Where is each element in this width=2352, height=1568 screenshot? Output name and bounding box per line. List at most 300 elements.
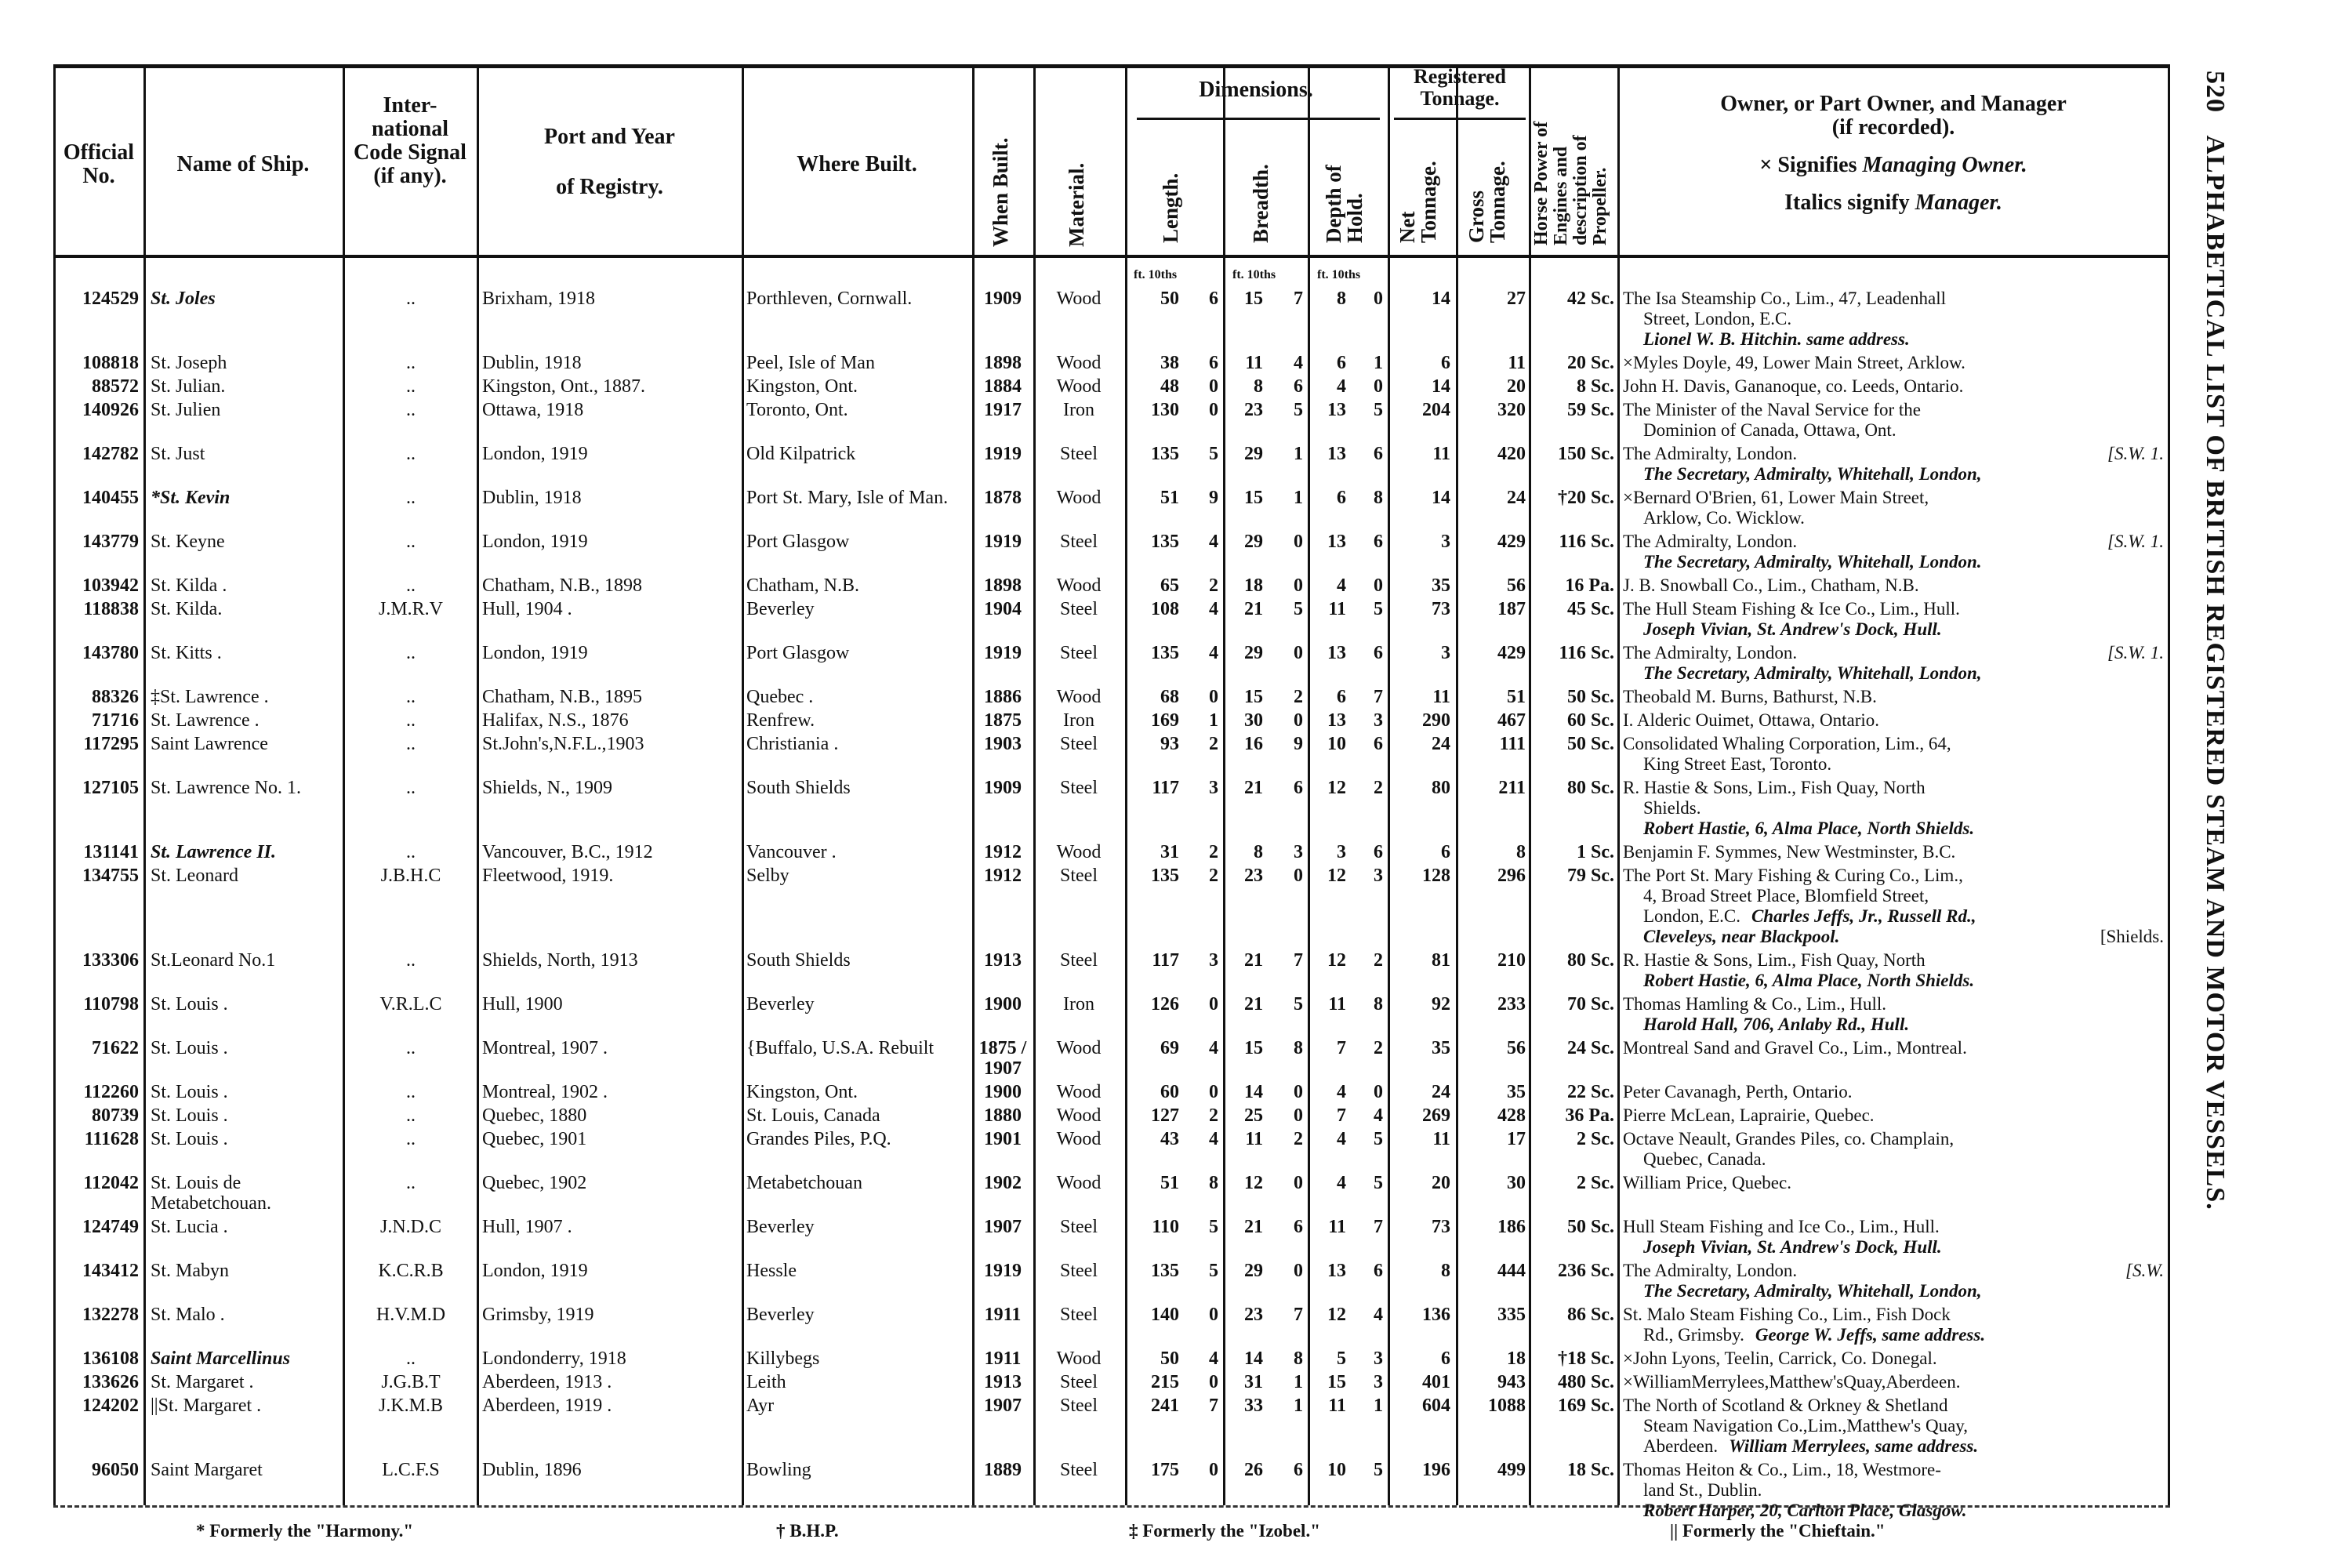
header-gross-tonnage: Gross Tonnage. [1465,161,1509,243]
code-signal: .. [406,1173,416,1193]
owner-text: Dominion of Canada, Ottawa, Ont. [1643,420,1896,440]
material: Steel [1060,1460,1098,1480]
manager-text: Joseph Vivian, St. Andrew's Dock, Hull. [1643,1237,1942,1257]
length-tenths: 7 [1209,1396,1218,1416]
depth-feet: 10 [1327,734,1346,754]
owner-text: The Port St. Mary Fishing & Curing Co., Lim., [1623,866,1963,885]
net-tonnage: 604 [1422,1396,1450,1416]
footnote-harmony: * Formerly the "Harmony." [196,1521,414,1541]
owner-postal-district: [S.W. [2125,1261,2164,1280]
header-owner-note1-italic: Managing Owner. [1862,153,2027,177]
code-signal: V.R.L.C [379,994,442,1014]
material: Steel [1060,532,1098,552]
owner-entry [1623,1105,2164,1126]
code-signal: .. [406,289,416,309]
material: Steel [1060,1372,1098,1392]
owner-text: ×Myles Doyle, 49, Lower Main Street, Arklow. [1623,353,1965,372]
length-tenths: 6 [1209,289,1218,309]
owner-text: 4, Broad Street Place, Blomfield Street, [1643,886,1929,906]
owner-text: The North of Scotland & Orkney & Shetland [1623,1396,1948,1415]
breadth-tenths: 6 [1294,1217,1303,1237]
horse-power: 79 Sc. [1567,866,1614,886]
official-number: 142782 [82,444,139,464]
manager-inline: Charles Jeffs, Jr., Russell Rd., [1751,906,1976,926]
horse-power: 116 Sc. [1559,643,1614,663]
code-signal: .. [406,400,416,420]
owner-postal-district: [S.W. 1. [2107,444,2164,463]
breadth-feet: 25 [1244,1105,1263,1126]
when-built: 1912 [984,842,1022,862]
length-tenths: 4 [1209,1348,1218,1369]
length-feet: 48 [1160,376,1179,397]
ship-name: St. Margaret . [151,1372,254,1392]
port-of-registry: Quebec, 1901 [482,1129,587,1149]
ship-name: St. Kitts . [151,643,222,663]
horse-power: 8 Sc. [1577,376,1614,397]
depth-feet: 4 [1337,1173,1346,1193]
ship-name: St. Joseph [151,353,227,373]
net-tonnage: 24 [1432,734,1450,754]
depth-feet: 10 [1327,1460,1346,1480]
when-built: 1911 [984,1305,1022,1325]
tonnage-rule [1394,118,1526,120]
when-built: 1902 [984,1173,1022,1193]
ship-name: ||St. Margaret . [151,1396,262,1416]
when-built: 1909 [984,289,1022,309]
length-feet: 108 [1151,599,1179,619]
owner-entry [1623,400,2164,441]
breadth-tenths: 9 [1294,734,1303,754]
horse-power: 1 Sc. [1577,842,1614,862]
where-built: Port Glasgow [746,532,850,552]
length-tenths: 8 [1209,1173,1218,1193]
manager-text: The Secretary, Admiralty, Whitehall, London, [1643,464,1982,484]
owner-text: R. Hastie & Sons, Lim., Fish Quay, North [1623,950,1926,970]
manager-text: The Secretary, Admiralty, Whitehall, London, [1643,663,1982,683]
horse-power: 18 Sc. [1567,1460,1614,1480]
manager-line [1623,971,2164,991]
gross-tonnage: 429 [1497,643,1526,663]
horse-power: 50 Sc. [1567,1217,1614,1237]
net-tonnage: 3 [1441,643,1450,663]
official-number: 110798 [83,994,139,1014]
depth-tenths: 1 [1374,353,1383,373]
header-rule [53,255,2170,258]
material: Iron [1063,400,1094,420]
breadth-tenths: 0 [1294,1082,1303,1102]
net-tonnage: 204 [1422,400,1450,420]
length-tenths: 0 [1209,1460,1218,1480]
depth-tenths: 5 [1374,1129,1383,1149]
header-owner-note2-italic: Manager. [1915,191,2002,215]
length-feet: 110 [1152,1217,1179,1237]
length-feet: 50 [1160,289,1179,309]
length-tenths: 0 [1209,400,1218,420]
where-built: {Buffalo, U.S.A. Rebuilt [746,1038,935,1058]
owner-line [1623,866,2164,886]
owner-line [1623,1480,2164,1501]
where-built: Bowling [746,1460,811,1480]
port-of-registry: Fleetwood, 1919. [482,866,614,886]
depth-tenths: 4 [1374,1105,1383,1126]
manager-line [1623,329,2164,350]
horse-power: 24 Sc. [1567,1038,1614,1058]
breadth-tenths: 0 [1294,575,1303,596]
code-signal: J.B.H.C [380,866,441,886]
when-built: 1904 [984,599,1022,619]
material: Steel [1060,444,1098,464]
ship-name: St. Louis . [151,1082,228,1102]
owner-line [1623,444,2164,464]
manager-inline: George W. Jeffs, same address. [1755,1325,1986,1345]
depth-tenths: 5 [1374,1460,1383,1480]
material: Wood [1056,1038,1102,1058]
owner-entry [1623,376,2164,397]
gross-tonnage: 211 [1498,778,1526,798]
owner-text: Shields. [1643,798,1701,818]
owner-entry [1623,1082,2164,1102]
breadth-tenths: 0 [1294,1105,1303,1126]
official-number: 131141 [83,842,139,862]
owner-line [1623,906,2164,927]
depth-tenths: 0 [1374,376,1383,397]
owner-text: The Admiralty, London. [1623,1261,1798,1280]
owner-text: Thomas Heiton & Co., Lim., 18, Westmore- [1623,1460,1941,1479]
when-built: 1919 [984,643,1022,663]
official-number: 111628 [84,1129,139,1149]
port-of-registry: Quebec, 1902 [482,1173,587,1193]
manager-text: The Secretary, Admiralty, Whitehall, London, [1643,1281,1982,1301]
length-tenths: 4 [1209,532,1218,552]
horse-power: 80 Sc. [1567,950,1614,971]
length-feet: 43 [1160,1129,1179,1149]
port-of-registry: Quebec, 1880 [482,1105,587,1126]
unit-label-length: ft. 10ths [1134,268,1178,281]
ship-name: St. Keyne [151,532,225,552]
official-number: 117295 [83,734,139,754]
length-feet: 68 [1160,687,1179,707]
length-feet: 117 [1152,778,1179,798]
material: Wood [1056,488,1102,508]
unit-label-breadth: ft. 10ths [1232,268,1276,281]
breadth-feet: 8 [1254,842,1263,862]
length-tenths: 5 [1209,1261,1218,1281]
owner-text: ×John Lyons, Teelin, Carrick, Co. Donegal. [1623,1348,1937,1368]
owner-text: William Price, Quebec. [1623,1173,1791,1192]
where-built: Selby [746,866,789,886]
horse-power: 50 Sc. [1567,687,1614,707]
ship-name: St. Mabyn [151,1261,230,1281]
owner-text: The Isa Steamship Co., Lim., 47, Leadenhall [1623,289,1946,308]
owner-line [1623,798,2164,818]
owner-entry [1623,866,2164,947]
breadth-tenths: 5 [1294,599,1303,619]
manager-line [1623,1501,2164,1521]
owner-line [1623,353,2164,373]
manager-line [1623,927,2164,947]
where-built: Beverley [746,1305,815,1325]
manager-text: The Secretary, Admiralty, Whitehall, London. [1643,552,1982,572]
official-number: 132278 [82,1305,139,1325]
net-tonnage: 73 [1432,1217,1450,1237]
length-tenths: 4 [1209,643,1218,663]
manager-line [1623,1237,2164,1258]
owner-entry [1623,734,2164,775]
owner-text: ×Bernard O'Brien, 61, Lower Main Street, [1623,488,1929,507]
depth-tenths: 0 [1374,575,1383,596]
material: Wood [1056,687,1102,707]
owner-postal-district: [S.W. 1. [2107,532,2164,551]
owner-text: Thomas Hamling & Co., Lim., Hull. [1623,994,1887,1014]
horse-power: 36 Pa. [1565,1105,1614,1126]
owner-entry [1623,1173,2164,1214]
owner-line [1623,778,2164,798]
where-built: Quebec . [746,687,814,707]
where-built: Beverley [746,994,815,1014]
breadth-feet: 21 [1244,1217,1263,1237]
owner-text: The Admiralty, London. [1623,643,1798,662]
ship-name: St. Lawrence No. 1. [151,778,301,798]
ship-name: St. Kilda. [151,599,223,619]
official-number: 143780 [82,643,139,663]
owner-text: land St., Dublin. [1643,1480,1762,1500]
gross-tonnage: 428 [1497,1105,1526,1126]
length-tenths: 3 [1209,778,1218,798]
net-tonnage: 8 [1441,1261,1450,1281]
owner-line [1623,1129,2164,1149]
material: Steel [1060,950,1098,971]
dimensions-rule [1137,118,1380,120]
official-number: 88572 [92,376,139,397]
horse-power: 86 Sc. [1567,1305,1614,1325]
length-feet: 175 [1151,1460,1179,1480]
depth-tenths: 6 [1374,734,1383,754]
port-of-registry: London, 1919 [482,1261,588,1281]
length-tenths: 0 [1209,687,1218,707]
code-signal: .. [406,444,416,464]
length-feet: 69 [1160,1038,1179,1058]
depth-feet: 13 [1327,710,1346,731]
length-tenths: 5 [1209,1217,1218,1237]
where-built: Metabetchouan [746,1173,862,1193]
official-number: 71622 [92,1038,139,1058]
material: Steel [1060,643,1098,663]
owner-line [1623,289,2164,309]
when-built: 1919 [984,1261,1022,1281]
owner-text: Steam Navigation Co.,Lim.,Matthew's Quay, [1643,1416,1969,1436]
horse-power: 236 Sc. [1558,1261,1614,1281]
when-built: 1917 [984,400,1022,420]
official-number: 143412 [82,1261,139,1281]
where-built: Vancouver . [746,842,837,862]
horse-power: 80 Sc. [1567,778,1614,798]
owner-text: Montreal Sand and Gravel Co., Lim., Montreal. [1623,1038,1967,1058]
gross-tonnage: 24 [1507,488,1526,508]
port-of-registry: Montreal, 1907 . [482,1038,608,1058]
length-feet: 169 [1151,710,1179,731]
col-divider [143,64,146,1505]
owner-entry [1623,994,2164,1035]
owner-text: Rd., Grimsby. [1643,1325,1744,1345]
where-built: Kingston, Ont. [746,1082,858,1102]
when-built: 1898 [984,353,1022,373]
col-divider [1456,64,1458,1505]
owner-entry [1623,1129,2164,1170]
breadth-feet: 33 [1244,1396,1263,1416]
material: Wood [1056,842,1102,862]
net-tonnage: 92 [1432,994,1450,1014]
port-of-registry: Halifax, N.S., 1876 [482,710,629,731]
owner-text: St. Malo Steam Fishing Co., Lim., Fish Dock [1623,1305,1951,1324]
depth-feet: 6 [1337,687,1346,707]
depth-feet: 13 [1327,400,1346,420]
breadth-tenths: 3 [1294,842,1303,862]
owner-entry [1623,1305,2164,1345]
length-feet: 135 [1151,532,1179,552]
depth-tenths: 8 [1374,488,1383,508]
port-of-registry: Shields, N., 1909 [482,778,613,798]
when-built: 1911 [984,1348,1022,1369]
owner-line [1623,400,2164,420]
header-depth: Depth of Hold. [1322,165,1367,243]
net-tonnage: 24 [1432,1082,1450,1102]
material: Wood [1056,1082,1102,1102]
length-tenths: 5 [1209,444,1218,464]
depth-tenths: 2 [1374,778,1383,798]
owner-text: The Admiralty, London. [1623,444,1798,463]
length-tenths: 0 [1209,1082,1218,1102]
length-feet: 51 [1160,1173,1179,1193]
breadth-feet: 21 [1244,950,1263,971]
breadth-feet: 29 [1244,444,1263,464]
length-feet: 130 [1151,400,1179,420]
gross-tonnage: 18 [1507,1348,1526,1369]
manager-text: Robert Hastie, 6, Alma Place, North Shields. [1643,971,1975,990]
depth-feet: 4 [1337,1082,1346,1102]
when-built: 1880 [984,1105,1022,1126]
length-tenths: 4 [1209,599,1218,619]
net-tonnage: 14 [1432,376,1450,397]
code-signal: .. [406,488,416,508]
gross-tonnage: 35 [1507,1082,1526,1102]
page-number: 520 [2201,71,2230,113]
header-horse-power: Horse Power of Engines and description of Propeller. [1531,121,1610,245]
net-tonnage: 6 [1441,1348,1450,1369]
where-built: St. Louis, Canada [746,1105,880,1126]
official-number: 134755 [82,866,139,886]
breadth-feet: 8 [1254,376,1263,397]
breadth-tenths: 0 [1294,643,1303,663]
breadth-tenths: 2 [1294,687,1303,707]
breadth-feet: 29 [1244,532,1263,552]
breadth-feet: 14 [1244,1082,1263,1102]
breadth-tenths: 1 [1294,444,1303,464]
material: Steel [1060,866,1098,886]
owner-line [1623,1038,2164,1058]
gross-tonnage: 296 [1497,866,1526,886]
owner-line [1623,532,2164,552]
breadth-tenths: 0 [1294,710,1303,731]
breadth-tenths: 8 [1294,1038,1303,1058]
owner-text: ×WilliamMerrylees,Matthew'sQuay,Aberdeen. [1623,1372,1961,1392]
breadth-feet: 11 [1245,353,1263,373]
code-signal: J.M.R.V [378,599,444,619]
owner-line [1623,420,2164,441]
owner-line [1623,488,2164,508]
material: Wood [1056,289,1102,309]
gross-tonnage: 444 [1497,1261,1526,1281]
horse-power: 150 Sc. [1558,444,1614,464]
depth-tenths: 5 [1374,1173,1383,1193]
when-built: 1884 [984,376,1022,397]
owner-entry [1623,778,2164,839]
depth-feet: 12 [1327,1305,1346,1325]
official-number: 88326 [92,687,139,707]
material: Steel [1060,1396,1098,1416]
length-feet: 241 [1151,1396,1179,1416]
owner-text: Arklow, Co. Wicklow. [1643,508,1805,528]
breadth-feet: 29 [1244,643,1263,663]
where-built: Grandes Piles, P.Q. [746,1129,891,1149]
header-official-no: Official No. [63,140,135,188]
material: Steel [1060,599,1098,619]
official-number: 108818 [82,353,139,373]
port-of-registry: Ottawa, 1918 [482,400,584,420]
breadth-feet: 15 [1244,687,1263,707]
owner-line [1623,1261,2164,1281]
owner-entry [1623,532,2164,572]
horse-power: 50 Sc. [1567,734,1614,754]
length-feet: 51 [1160,488,1179,508]
code-signal: .. [406,734,416,754]
gross-tonnage: 17 [1507,1129,1526,1149]
col-divider [477,64,479,1505]
owner-line [1623,1105,2164,1126]
code-signal: K.C.R.B [378,1261,444,1281]
net-tonnage: 80 [1432,778,1450,798]
header-signal: Inter-national Code Signal (if any). [354,93,466,188]
port-of-registry: Hull, 1904 . [482,599,572,619]
gross-tonnage: 11 [1508,353,1526,373]
depth-tenths: 3 [1374,710,1383,731]
official-number: 136108 [82,1348,139,1369]
running-title [2199,71,2230,1210]
owner-text: Peter Cavanagh, Perth, Ontario. [1623,1082,1853,1102]
material: Steel [1060,1261,1098,1281]
horse-power: 20 Sc. [1567,353,1614,373]
code-signal: .. [406,1038,416,1058]
gross-tonnage: 499 [1497,1460,1526,1480]
owner-line [1623,754,2164,775]
header-net-tonnage: Net Tonnage. [1396,161,1440,243]
length-tenths: 2 [1209,734,1218,754]
owner-text: John H. Davis, Gananoque, co. Leeds, Ontario. [1623,376,1964,396]
length-tenths: 3 [1209,950,1218,971]
owner-entry [1623,1396,2164,1457]
breadth-feet: 14 [1244,1348,1263,1369]
manager-text: Robert Harper, 20, Carlton Place, Glasgow. [1643,1501,1967,1520]
net-tonnage: 6 [1441,353,1450,373]
breadth-feet: 23 [1244,400,1263,420]
breadth-tenths: 6 [1294,376,1303,397]
official-number: 127105 [82,778,139,798]
length-feet: 65 [1160,575,1179,596]
horse-power: 42 Sc. [1567,289,1614,309]
manager-text: Lionel W. B. Hitchin. same address. [1643,329,1910,349]
code-signal: .. [406,778,416,798]
length-tenths: 4 [1209,1129,1218,1149]
when-built: 1900 [984,994,1022,1014]
